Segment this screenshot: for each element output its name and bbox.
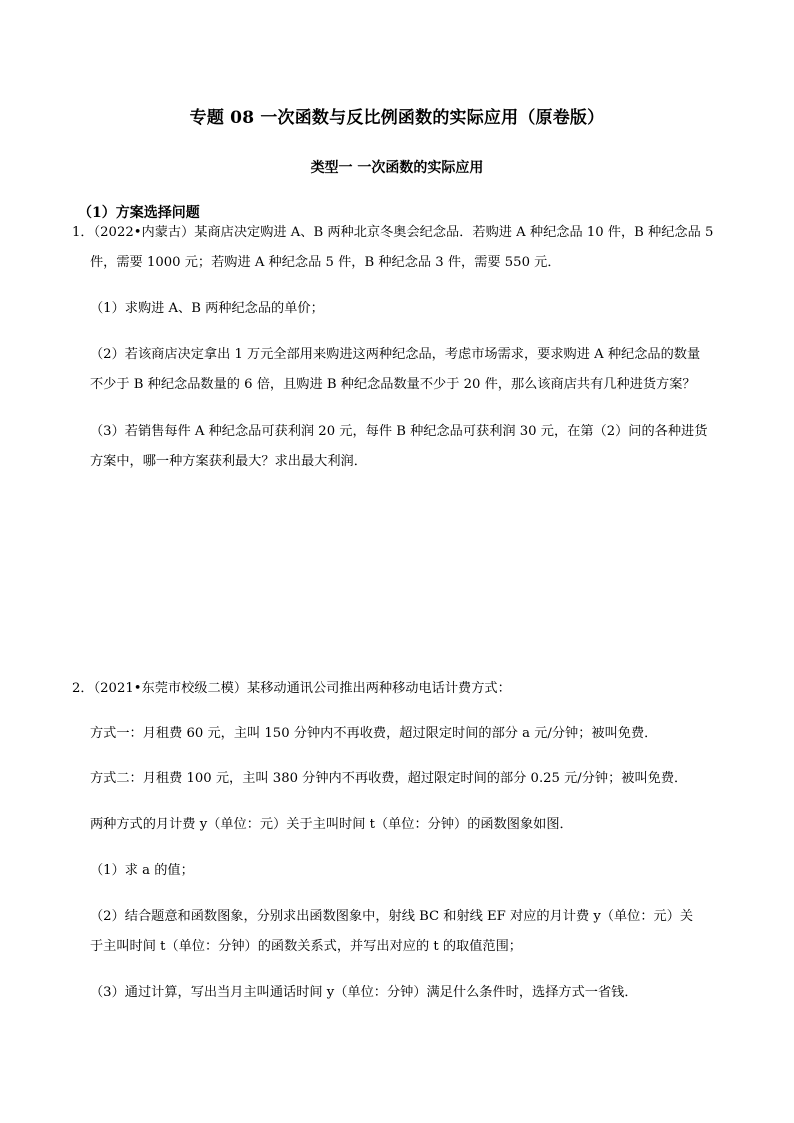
document-title: 专题 08 一次函数与反比例函数的实际应用（原卷版） [189,108,605,128]
q1-part-2-line-2: 不少于 B 种纪念品数量的 6 倍，且购进 B 种纪念品数量不少于 20 件，那么该商店共有几种进货方案？ [90,377,696,392]
q1-part-3-line-1: （3）若销售每件 A 种纪念品可获利润 20 元，每件 B 种纪念品可获利润 30 元，在第（2）问的各种进货 [90,424,708,439]
q2-part-2-line-1: （2）结合题意和函数图象，分别求出函数图象中，射线 BC 和射线 EF 对应的月计费 y（单位：元）关 [90,909,694,924]
q2-line-1: 2．（2021•东莞市校级二模）某移动通讯公司推出两种移动电话计费方式： [72,681,511,696]
q2-method-2: 方式二：月租费 100 元，主叫 380 分钟内不再收费，超过限定时间的部分 0.25 元/分钟；被叫免费． [90,771,688,786]
q2-method-1: 方式一：月租费 60 元，主叫 150 分钟内不再收费，超过限定时间的部分 a 元/分钟；被叫免费． [90,726,658,741]
q2-description: 两种方式的月计费 y（单位：元）关于主叫时间 t（单位：分钟）的函数图象如图． [90,817,573,832]
q1-line-2: 件，需要 1000 元；若购进 A 种纪念品 5 件，B 种纪念品 3 件，需要 550 元． [90,255,561,270]
q2-part-3: （3）通过计算，写出当月主叫通话时间 y（单位：分钟）满足什么条件时，选择方式一省钱． [90,985,638,1000]
q1-line-1: 1．（2022•内蒙古）某商店决定购进 A、B 两种北京冬奥会纪念品．若购进 A 种纪念品 10 件，B 种纪念品 5 [72,225,714,240]
q1-part-1: （1）求购进 A、B 两种纪念品的单价； [90,301,324,316]
q2-part-1: （1）求 a 的值； [90,863,194,878]
q1-part-2-line-1: （2）若该商店决定拿出 1 万元全部用来购进这两种纪念品，考虑市场需求，要求购进 A 种纪念品的数量 [90,347,701,362]
q2-part-2-line-2: 于主叫时间 t（单位：分钟）的函数关系式，并写出对应的 t 的取值范围； [90,939,522,954]
type-heading: 类型一 一次函数的实际应用 [310,160,484,176]
q1-part-3-line-2: 方案中，哪一种方案获利最大？求出最大利润． [90,454,367,469]
section-heading: （1）方案选择问题 [78,205,200,221]
